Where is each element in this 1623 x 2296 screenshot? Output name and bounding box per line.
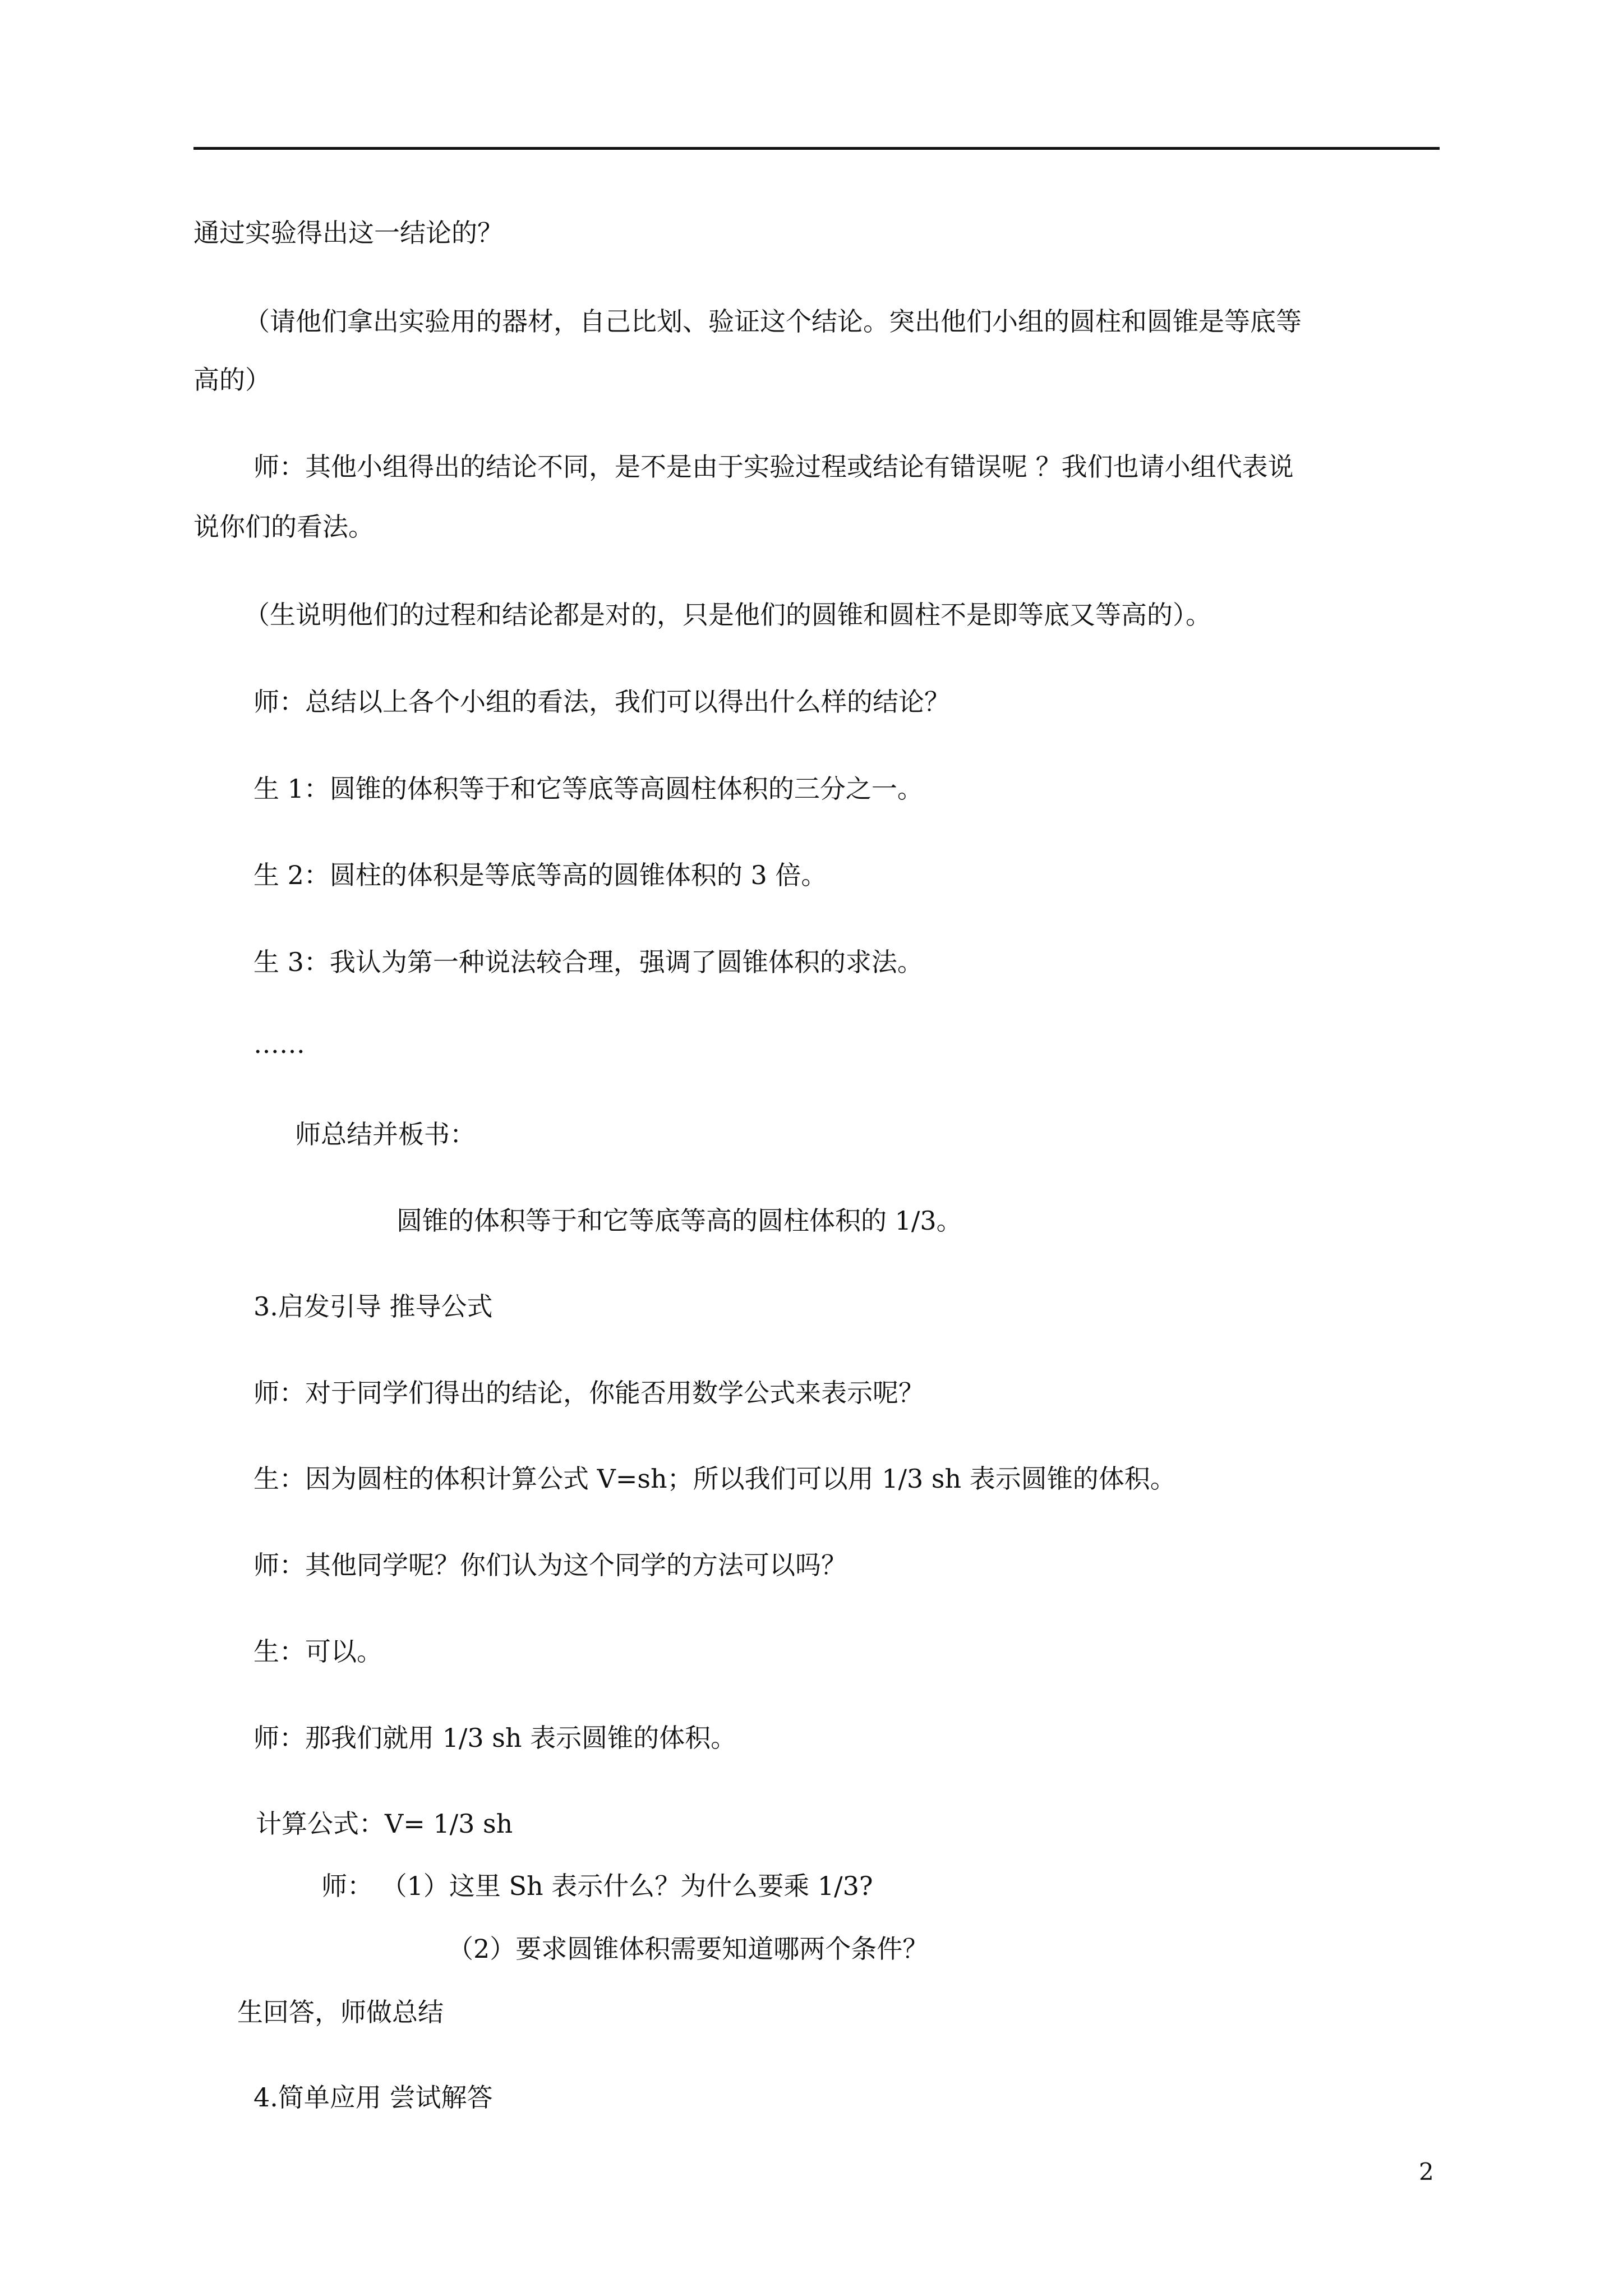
section-heading-3: 3.启发引导 推导公式 (253, 1291, 493, 1322)
text-line-8: 生 1：圆锥的体积等于和它等底等高圆柱体积的三分之一。 (253, 774, 923, 804)
text-line-3: 高的） (193, 365, 271, 395)
text-line-10: 生 3：我认为第一种说法较合理，强调了圆锥体积的求法。 (253, 947, 923, 977)
text-line-15: 师：对于同学们得出的结论，你能否用数学公式来表示呢？ (253, 1378, 924, 1408)
text-line-1: 通过实验得出这一结论的？ (193, 218, 503, 248)
text-line-17: 师：其他同学呢？你们认为这个同学的方法可以吗？ (253, 1550, 847, 1580)
text-line-13: 圆锥的体积等于和它等底等高的圆柱体积的 1/3。 (396, 1205, 962, 1236)
text-line-21: 师： （1）这里 Sh 表示什么？为什么要乘 1/3? (321, 1871, 873, 1901)
text-line-16: 生：因为圆柱的体积计算公式 V=sh；所以我们可以用 1/3 sh 表示圆锥的体积。 (253, 1464, 1176, 1494)
text-line-22: （2）要求圆锥体积需要知道哪两个条件？ (448, 1934, 929, 1964)
text-line-23: 生回答，师做总结 (237, 1997, 444, 2027)
text-line-18: 生：可以。 (253, 1636, 382, 1667)
formula-line: 计算公式：V= 1/3 sh (256, 1809, 513, 1839)
text-line-5: 说你们的看法。 (193, 512, 374, 542)
text-line-2: （请他们拿出实验用的器材，自己比划、验证这个结论。突出他们小组的圆柱和圆锥是等底等 (244, 306, 1302, 337)
text-line-4: 师：其他小组得出的结论不同，是不是由于实验过程或结论有错误呢 ？我们也请小组代表说 (253, 452, 1294, 482)
text-line-6: （生说明他们的过程和结论都是对的，只是他们的圆锥和圆柱不是即等底又等高的）。 (244, 600, 1211, 630)
text-line-19: 师：那我们就用 1/3 sh 表示圆锥的体积。 (253, 1723, 737, 1753)
text-line-9: 生 2：圆柱的体积是等底等高的圆锥体积的 3 倍。 (253, 860, 827, 890)
header-rule (193, 147, 1440, 150)
section-heading-4: 4.简单应用 尝试解答 (253, 2082, 493, 2113)
text-line-7: 师：总结以上各个小组的看法，我们可以得出什么样的结论？ (253, 687, 950, 717)
text-line-12: 师总结并板书： (295, 1119, 476, 1149)
ellipsis-line: …… (253, 1029, 305, 1059)
page-number: 2 (1419, 2158, 1434, 2185)
